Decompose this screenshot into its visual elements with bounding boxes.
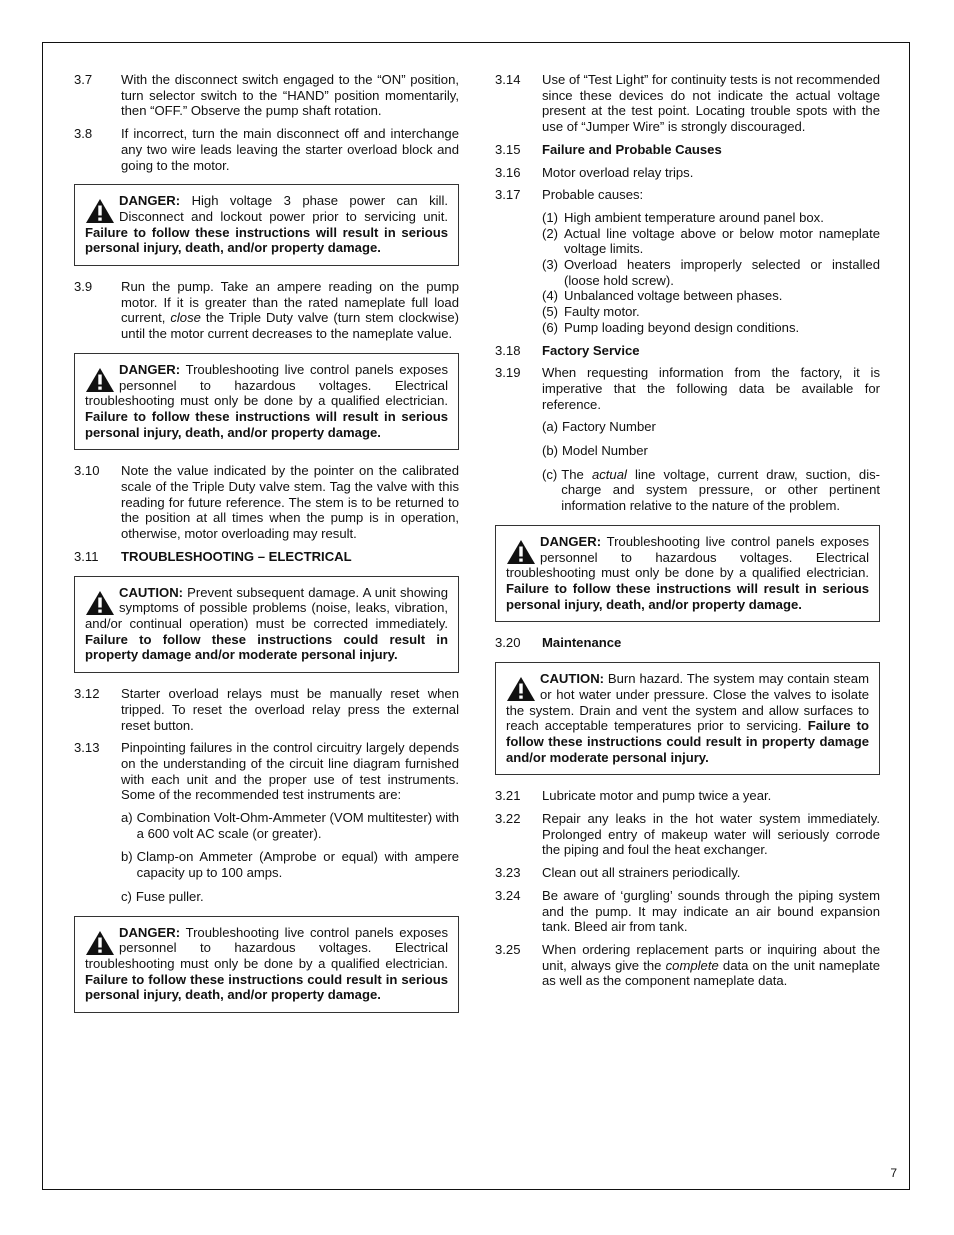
item-text: With the disconnect switch engaged to the “ON” position, turn selector switch to the “HAND” position momentarily, then “OFF.” Observe the pump shaft rotation. xyxy=(121,72,459,119)
list-item-text: Pump loading beyond design conditions. xyxy=(564,319,800,335)
warning-text: High voltage 3 phase power can kill. Disconnect and lockout power prior to servicing unit. xyxy=(119,193,449,224)
causes-list xyxy=(542,210,880,336)
numbered-item xyxy=(495,165,880,181)
numbered-item xyxy=(495,788,880,804)
list-item xyxy=(542,304,880,320)
sub-item-text: Fuse puller. xyxy=(135,888,204,904)
list-item xyxy=(542,288,880,304)
sub-item-label: (c) xyxy=(542,466,558,482)
sub-item xyxy=(542,419,880,435)
numbered-item xyxy=(495,365,880,412)
item-number: 3.12 xyxy=(74,686,100,702)
warning-label: DANGER: xyxy=(119,193,181,209)
item-number: 3.16 xyxy=(495,164,521,180)
sub-item-label: b) xyxy=(121,849,133,865)
left-column xyxy=(74,72,459,1026)
item-number: 3.17 xyxy=(495,187,521,203)
danger-box xyxy=(74,353,459,451)
item-text: Probable causes: xyxy=(542,187,644,203)
section-heading xyxy=(495,343,880,359)
list-item-label: (3) xyxy=(542,257,559,273)
section-heading xyxy=(495,635,880,651)
sub-item xyxy=(121,849,459,880)
numbered-item xyxy=(74,72,459,119)
item-number: 3.13 xyxy=(74,740,100,756)
list-item-text: Faulty motor. xyxy=(564,304,640,320)
warning-text: Prevent subsequent damage. A unit showing symptoms of possible problems (noise, leaks, vibration, and/or continual operation) must be corrected immediately. xyxy=(85,584,448,631)
item-number: 3.9 xyxy=(74,279,93,295)
list-item xyxy=(542,210,880,226)
list-item-label: (2) xyxy=(542,225,559,241)
warning-consequence: Failure to follow these instructions will result in serious personal injury, death, and/or property damage. xyxy=(85,224,448,256)
item-number: 3.14 xyxy=(495,72,521,87)
warning-triangle-icon xyxy=(506,539,536,565)
item-number: 3.21 xyxy=(495,788,521,804)
item-number: 3.18 xyxy=(495,342,521,358)
sub-item-label: c) xyxy=(121,888,132,904)
sub-item xyxy=(542,443,880,459)
item-text: When ordering replacement parts or inquiring about the unit, always give the complete data on the unit nameplate as well as the component nameplate data. xyxy=(542,941,881,989)
item-text: Lubricate motor and pump twice a year. xyxy=(542,788,772,804)
item-text: Clean out all strainers periodically. xyxy=(542,865,741,881)
warning-text: Troubleshooting live control panels exposes personnel to hazardous voltages. Electrical troubleshooting must only be done by a qualified electrician. xyxy=(506,533,869,581)
warning-label: CAUTION: xyxy=(540,671,605,687)
warning-label: DANGER: xyxy=(540,533,602,549)
warning-label: DANGER: xyxy=(119,924,181,940)
warning-triangle-icon xyxy=(506,676,536,702)
warning-consequence: Failure to follow these instructions could result in property damage and/or moderate personal injury. xyxy=(85,631,448,663)
list-item-label: (6) xyxy=(542,319,559,335)
item-text: Use of “Test Light” for continuity tests is not recommended since these devices do not indicate the actual voltage present at the test point. Locating trouble spots with the use of “Jumper Wire” is strongly discouraged. xyxy=(542,72,880,135)
item-number: 3.25 xyxy=(495,941,521,957)
list-item-text: Unbalanced voltage between phases. xyxy=(564,288,783,304)
numbered-item xyxy=(495,865,880,881)
list-item-label: (5) xyxy=(542,304,559,320)
danger-box xyxy=(495,525,880,623)
warning-text: Troubleshooting live control panels exposes personnel to hazardous voltages. Electrical troubleshooting must only be done by a qualified electrician. xyxy=(85,924,448,971)
numbered-item xyxy=(74,463,459,542)
caution-box xyxy=(495,662,880,775)
item-number: 3.22 xyxy=(495,811,521,827)
sub-item xyxy=(121,810,459,841)
item-text: Pinpointing failures in the control circuitry largely depends on the understanding of the circuit line diagram furnished with each unit and the proper use of test instruments. Some of the recommended test instruments are: xyxy=(121,740,459,803)
item-text: Run the pump. Take an ampere reading on the pump motor. If it is greater than the rated nameplate full load current, close the Triple Duty valve (turn stem clockwise) until the motor current decreases to the nameplate value. xyxy=(121,279,459,342)
sub-item-label: a) xyxy=(121,810,133,826)
item-text: TROUBLESHOOTING – ELECTRICAL xyxy=(121,548,352,564)
warning-label: DANGER: xyxy=(119,361,181,377)
sub-item-label: (a) xyxy=(542,419,559,435)
item-number: 3.8 xyxy=(74,126,93,142)
numbered-item xyxy=(74,279,459,342)
numbered-item xyxy=(495,888,880,935)
caution-box xyxy=(74,576,459,674)
numbered-item xyxy=(74,740,459,803)
item-number: 3.7 xyxy=(74,72,93,87)
list-item-label: (1) xyxy=(542,209,559,225)
item-text: If incorrect, turn the main disconnect off and interchange any two wire leads leaving the starter overload block and going to the motor. xyxy=(121,126,459,173)
item-text: Repair any leaks in the hot water system immediately. Prolonged entry of makeup water will seriously corrode the piping and foul the heat exchanger. xyxy=(542,811,880,858)
item-number: 3.15 xyxy=(495,141,521,157)
item-text: Motor overload relay trips. xyxy=(542,164,694,180)
item-text: Maintenance xyxy=(542,635,622,651)
sub-item-text: The actual line voltage, current draw, suction, discharge and system pressure, or other pertinent information relative to the nature of the problem. xyxy=(561,466,881,514)
numbered-item xyxy=(495,942,880,989)
item-number: 3.23 xyxy=(495,865,521,881)
warning-consequence: Failure to follow these instructions could result in property damage and/or moderate personal injury. xyxy=(506,718,869,765)
section-heading xyxy=(495,142,880,158)
list-item xyxy=(542,226,880,257)
warning-triangle-icon xyxy=(85,590,115,616)
item-text: Failure and Probable Causes xyxy=(542,141,722,157)
item-text: Be aware of ‘gurgling’ sounds through the piping system and the pump. It may indicate an air bound expansion tank. Bleed air from tank. xyxy=(542,887,880,935)
numbered-item xyxy=(74,126,459,173)
page-number: 7 xyxy=(890,1166,897,1180)
warning-consequence: Failure to follow these instructions will result in serious personal injury, death, and/or property damage. xyxy=(85,408,448,440)
list-item-text: Actual line voltage above or below motor nameplate voltage limits. xyxy=(564,225,880,257)
warning-label: CAUTION: xyxy=(119,584,184,600)
item-number: 3.20 xyxy=(495,635,521,651)
item-text: Note the value indicated by the pointer on the calibrated scale of the Triple Duty valve stem. Tag the valve with this reading for future reference. The stem is to be returned to the position at all times when the pump is in operation, otherwise, motor overloading may result. xyxy=(121,463,459,542)
sub-item xyxy=(542,467,880,514)
warning-triangle-icon xyxy=(85,367,115,393)
list-item-label: (4) xyxy=(542,288,559,304)
warning-text: Burn hazard. The system may contain steam or hot water under pressure. Close the valves to isolate the system. Drain and vent the system and allow surfaces to reach acceptable temperatures prior to servicing. xyxy=(506,671,869,734)
item-text: Factory Service xyxy=(542,342,640,358)
item-number: 3.11 xyxy=(74,548,99,564)
warning-triangle-icon xyxy=(85,198,115,224)
right-column xyxy=(495,72,880,996)
item-number: 3.24 xyxy=(495,887,521,903)
warning-text: Troubleshooting live control panels exposes personnel to hazardous voltages. Electrical troubleshooting must only be done by a qualified electrician. xyxy=(85,361,448,409)
sub-item-text: Model Number xyxy=(562,443,648,459)
item-text: Starter overload relays must be manually reset when tripped. To reset the overload relay press the external reset button. xyxy=(121,686,459,733)
sub-item-text: Factory Number xyxy=(562,419,656,435)
warning-consequence: Failure to follow these instructions will result in serious personal injury, death, and/or property damage. xyxy=(506,580,869,612)
numbered-item xyxy=(495,811,880,858)
sub-item-text: Combination Volt-Ohm-Ammeter (VOM multitester) with a 600 volt AC scale (or greater). xyxy=(136,810,459,841)
item-number: 3.10 xyxy=(74,463,100,479)
list-item-text: High ambient temperature around panel box. xyxy=(564,209,824,225)
numbered-item xyxy=(495,187,880,203)
list-item xyxy=(542,257,880,288)
numbered-item xyxy=(495,72,880,135)
sub-item-text: Clamp-on Ammeter (Amprobe or equal) with ampere capacity up to 100 amps. xyxy=(136,849,459,881)
list-item xyxy=(542,320,880,336)
warning-consequence: Failure to follow these instructions could result in serious personal injury, death, and/or property damage. xyxy=(85,971,448,1003)
numbered-item xyxy=(74,686,459,733)
danger-box xyxy=(74,916,459,1014)
item-number: 3.19 xyxy=(495,365,521,381)
sub-item xyxy=(121,889,459,905)
list-item-text: Overload heaters improperly selected or installed (loose hold screw). xyxy=(564,257,880,288)
section-heading xyxy=(74,549,459,565)
sub-item-label: (b) xyxy=(542,443,559,459)
item-text: When requesting information from the factory, it is imperative that the following data be available for reference. xyxy=(542,365,880,412)
warning-triangle-icon xyxy=(85,930,115,956)
danger-box xyxy=(74,184,459,266)
